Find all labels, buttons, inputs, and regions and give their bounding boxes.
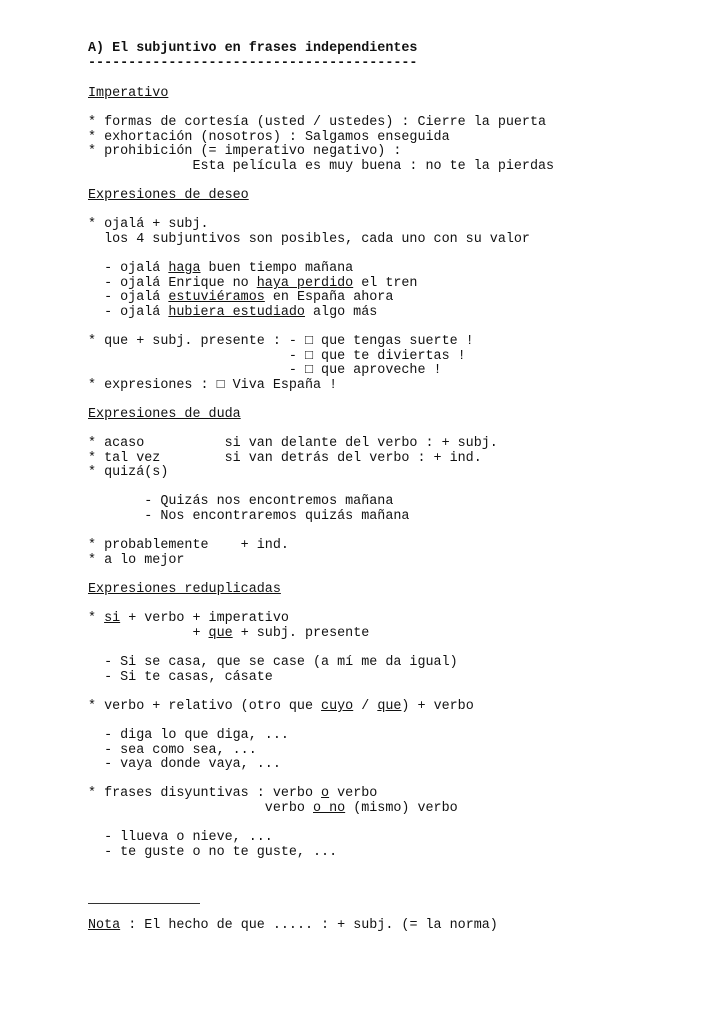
nota-line bbox=[88, 919, 498, 934]
text: - ojalá Enrique no bbox=[88, 276, 257, 291]
section-title: A) El subjuntivo en frases independientes bbox=[88, 41, 418, 56]
imperativo-line: * exhortación (nosotros) : Salgamos enseguida bbox=[88, 130, 450, 145]
duda-example: - Quizás nos encontremos mañana bbox=[88, 494, 394, 509]
si-example: - Si se casa, que se case (a mí me da igual) bbox=[88, 655, 458, 670]
disyuntivas-line bbox=[88, 787, 377, 802]
text: ) + verbo bbox=[401, 699, 474, 714]
si-example: - Si te casas, cásate bbox=[88, 670, 273, 685]
underlined-verb: estuviéramos bbox=[168, 290, 265, 305]
text: verbo bbox=[88, 801, 313, 816]
text: * verbo + relativo (otro que bbox=[88, 699, 322, 714]
que-line: - □ que te diviertas ! bbox=[88, 349, 466, 364]
expresiones-line: * expresiones : □ Viva España ! bbox=[88, 378, 338, 393]
nota-text: : El hecho de que ..... : + subj. (= la norma) bbox=[120, 918, 498, 933]
relativo-example: - diga lo que diga, ... bbox=[88, 728, 289, 743]
text: (mismo) verbo bbox=[345, 801, 458, 816]
si-line bbox=[88, 627, 369, 642]
underlined-verb: haga bbox=[168, 261, 201, 276]
heading-imperativo: Imperativo bbox=[88, 86, 169, 101]
duda-line: * tal vez si van detrás del verbo : + ind. bbox=[88, 451, 482, 466]
underlined-verb: haya perdido bbox=[256, 276, 354, 291]
relativo-example: - vaya donde vaya, ... bbox=[88, 757, 281, 772]
text: + verbo + imperativo bbox=[120, 611, 289, 626]
que-line: * que + subj. presente : - □ que tengas suerte ! bbox=[88, 334, 474, 349]
que-line: - □ que aproveche ! bbox=[88, 363, 442, 378]
title-dashes: ----------------------------------------- bbox=[88, 56, 418, 71]
duda-line: * quizá(s) bbox=[88, 465, 169, 480]
text: - ojalá bbox=[88, 290, 169, 305]
text: buen tiempo mañana bbox=[200, 261, 354, 276]
underlined-word: cuyo bbox=[321, 699, 354, 714]
deseo-example bbox=[88, 291, 393, 306]
underlined-word: que bbox=[208, 626, 233, 641]
disyuntivas-example: - te guste o no te guste, ... bbox=[88, 845, 338, 860]
text: verbo bbox=[329, 786, 378, 801]
heading-duda: Expresiones de duda bbox=[88, 407, 241, 422]
underlined-verb: hubiera estudiado bbox=[168, 305, 305, 320]
text: - ojalá bbox=[88, 261, 169, 276]
footnote-divider bbox=[88, 903, 200, 904]
imperativo-line: Esta película es muy buena : no te la pierdas bbox=[88, 159, 555, 174]
underlined-word: que bbox=[377, 699, 402, 714]
heading-deseo: Expresiones de deseo bbox=[88, 188, 249, 203]
relativo-line bbox=[88, 700, 474, 715]
text: en España ahora bbox=[264, 290, 394, 305]
text: * frases disyuntivas : verbo bbox=[88, 786, 322, 801]
text: / bbox=[353, 699, 378, 714]
text: + subj. presente bbox=[232, 626, 370, 641]
text: * bbox=[88, 611, 105, 626]
text: algo más bbox=[304, 305, 378, 320]
relativo-example: - sea como sea, ... bbox=[88, 743, 257, 758]
duda-line: * acaso si van delante del verbo : + subj. bbox=[88, 436, 498, 451]
deseo-example bbox=[88, 262, 353, 277]
imperativo-line: * prohibición (= imperativo negativo) : bbox=[88, 144, 402, 159]
duda-other: * a lo mejor bbox=[88, 553, 185, 568]
duda-other: * probablemente + ind. bbox=[88, 538, 289, 553]
heading-reduplicadas: Expresiones reduplicadas bbox=[88, 582, 281, 597]
text: + bbox=[88, 626, 209, 641]
deseo-intro: * ojalá + subj. bbox=[88, 217, 209, 232]
deseo-example bbox=[88, 306, 377, 321]
disyuntivas-example: - llueva o nieve, ... bbox=[88, 830, 273, 845]
disyuntivas-line bbox=[88, 802, 458, 817]
text: - ojalá bbox=[88, 305, 169, 320]
duda-example: - Nos encontraremos quizás mañana bbox=[88, 509, 410, 524]
nota-label: Nota bbox=[88, 918, 121, 933]
underlined-word: o no bbox=[313, 801, 346, 816]
underlined-word: o bbox=[321, 786, 330, 801]
imperativo-line: * formas de cortesía (usted / ustedes) : Cierre la puerta bbox=[88, 115, 547, 130]
underlined-word: si bbox=[104, 611, 121, 626]
deseo-intro: los 4 subjuntivos son posibles, cada uno con su valor bbox=[88, 232, 530, 247]
text: el tren bbox=[353, 276, 418, 291]
si-line bbox=[88, 612, 289, 627]
